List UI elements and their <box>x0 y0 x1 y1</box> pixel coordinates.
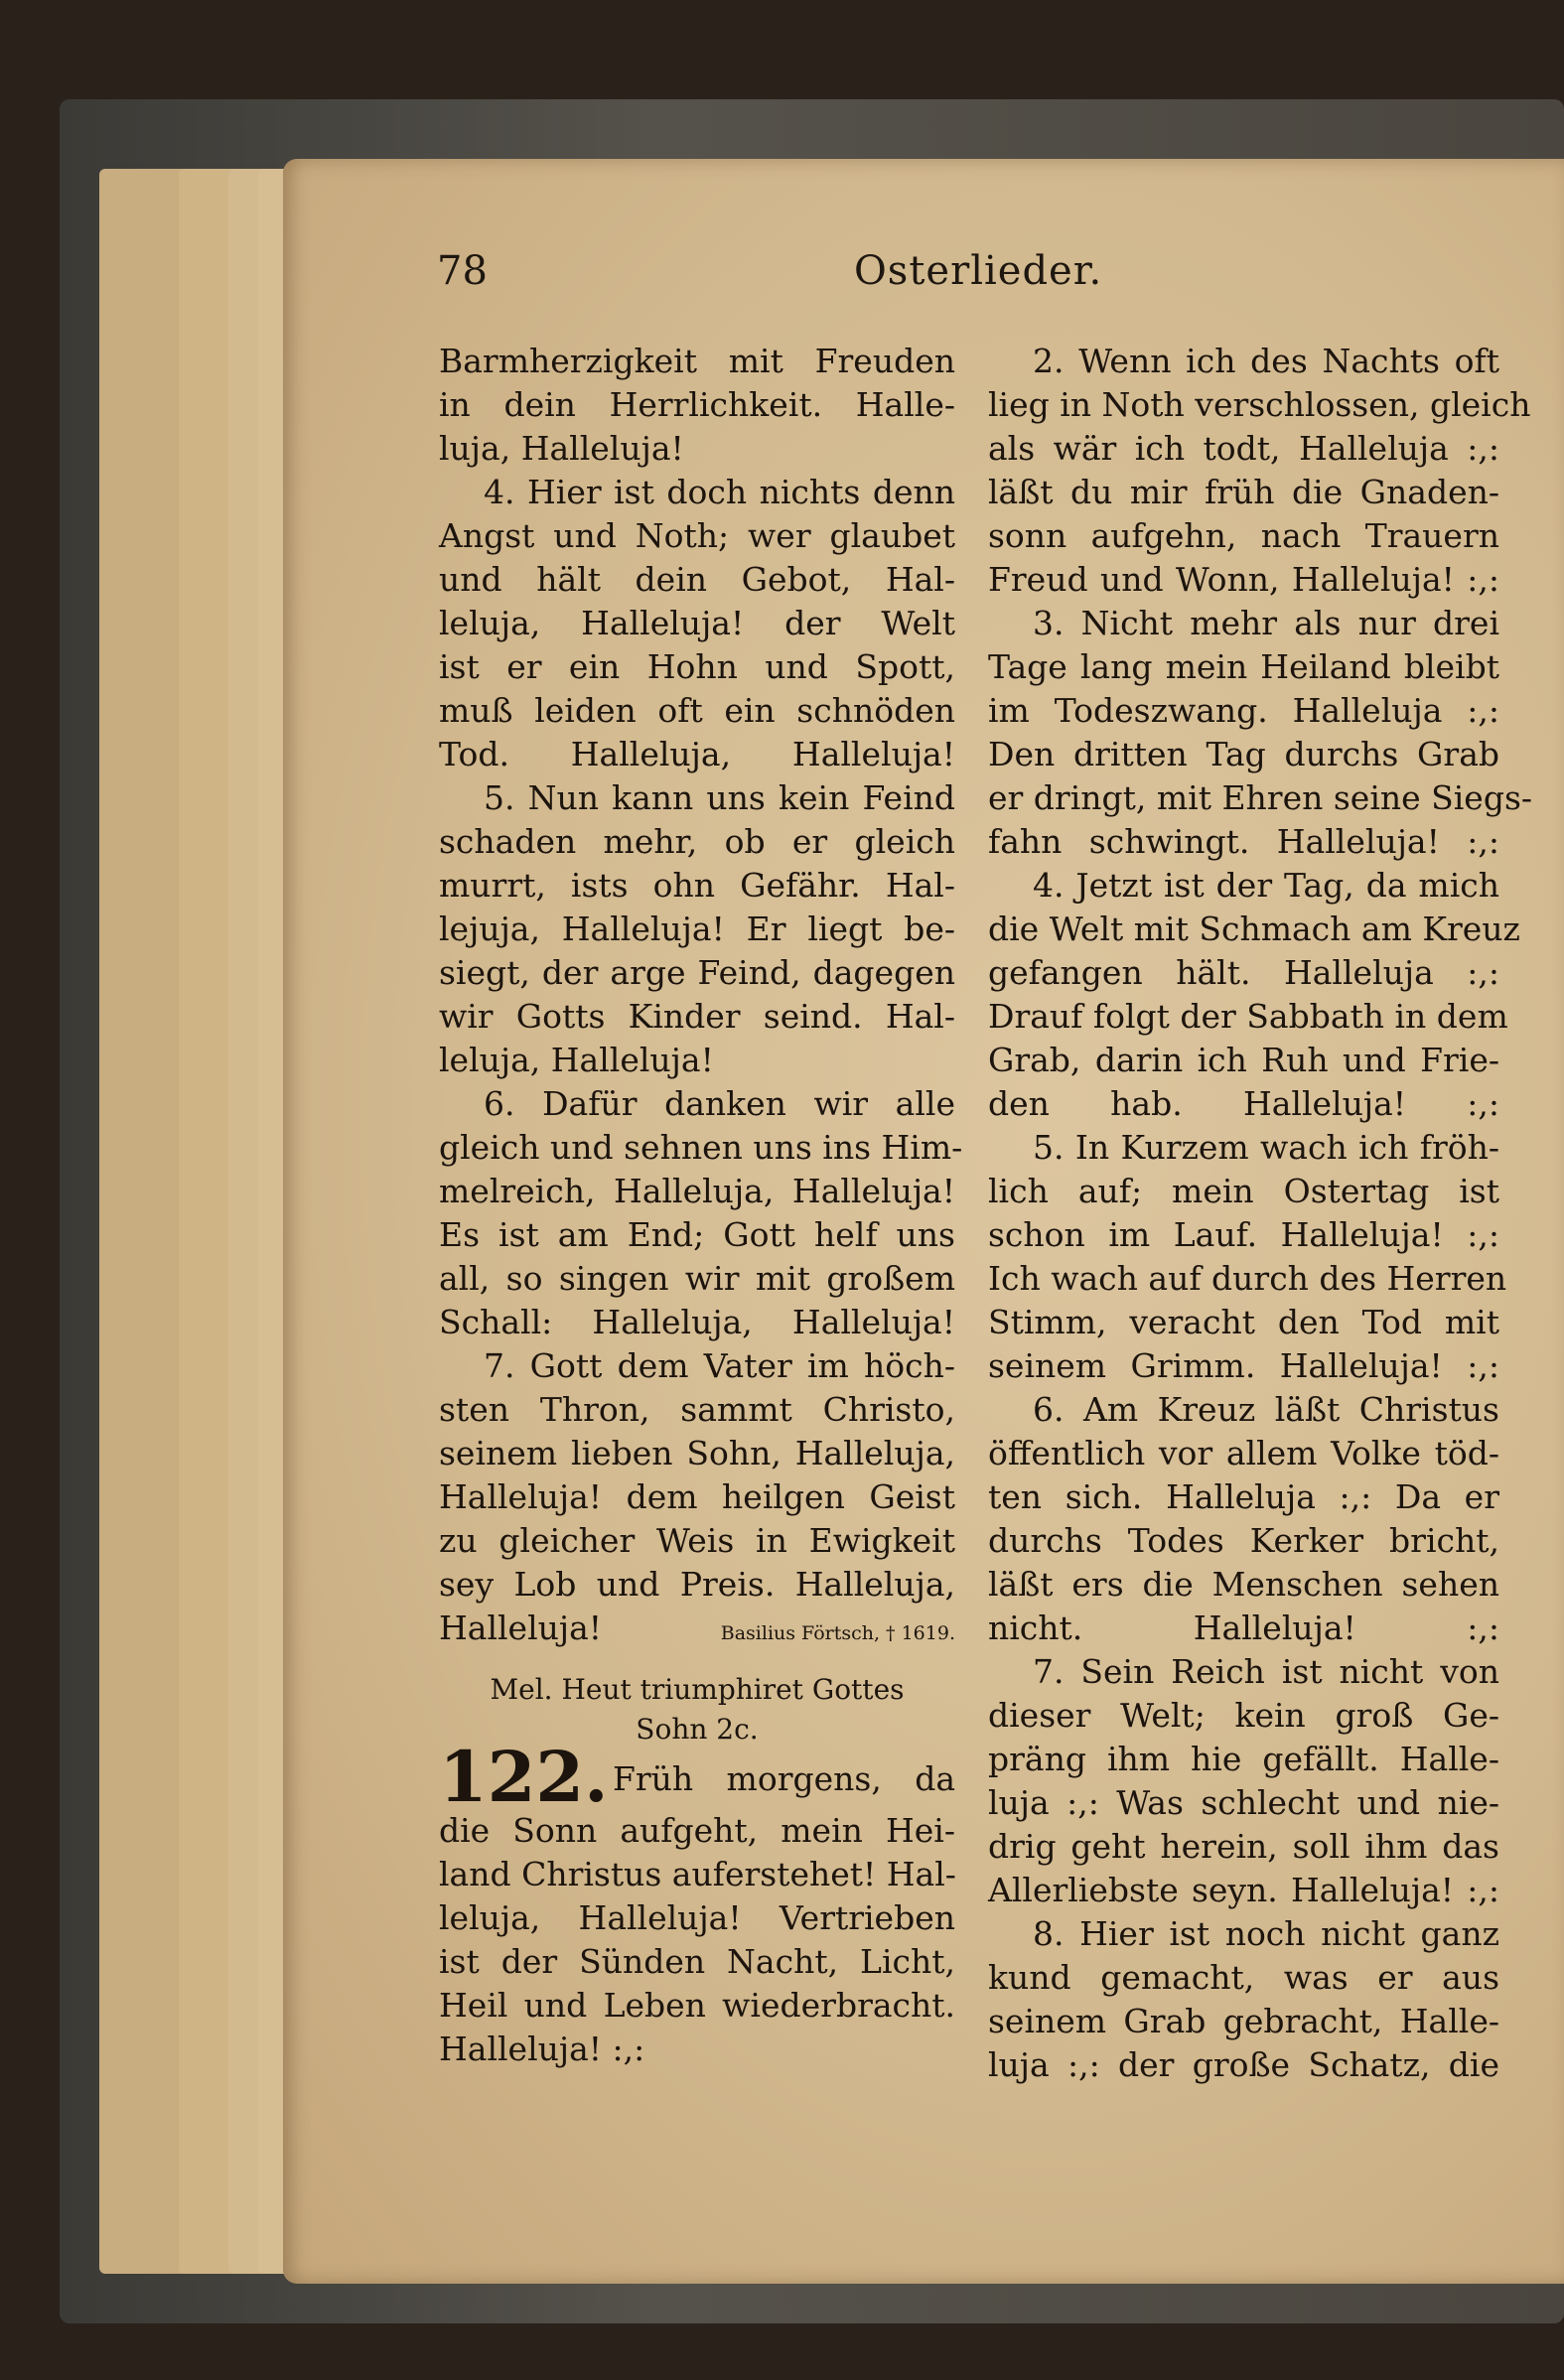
text-line: ist er ein Hohn und Spott, <box>439 647 955 686</box>
melody-note: Sohn 2c. <box>636 1713 759 1746</box>
text-line: durchs Todes Kerker bricht, <box>988 1521 1499 1560</box>
text-line: dieser Welt; kein groß Ge- <box>988 1696 1499 1735</box>
text-line: fahn schwingt. Halleluja! :,: <box>988 822 1499 861</box>
text-line: präng ihm hie gefällt. Halle- <box>988 1740 1499 1778</box>
text-line: Ich wach auf durch des Herren <box>988 1259 1507 1298</box>
text-line: gleich und sehnen uns ins Him- <box>439 1128 963 1167</box>
hymn-heading <box>439 1736 955 1818</box>
text-line: Halleluja! dem heilgen Geist <box>439 1477 955 1516</box>
text-line: sonn aufgehn, nach Trauern <box>988 516 1499 555</box>
text-line: wir Gotts Kinder seind. Hal- <box>439 997 955 1036</box>
text-line: Heil und Leben wiederbracht. <box>439 1986 955 2025</box>
text-line: sey Lob und Preis. Halleluja, <box>439 1565 955 1604</box>
text-line: Drauf folgt der Sabbath in dem <box>988 997 1508 1036</box>
verse-start: 5. In Kurzem wach ich fröh- <box>1033 1128 1499 1167</box>
text-line: schaden mehr, ob er gleich <box>439 822 955 861</box>
text-line: Angst und Noth; wer glaubet <box>439 516 955 555</box>
text-line: und hält dein Gebot, Hal- <box>439 560 955 599</box>
verse-start: 7. Gott dem Vater im höch- <box>484 1346 955 1385</box>
text-line: läßt ers die Menschen sehen <box>988 1565 1499 1604</box>
text-line: ten sich. Halleluja :,: Da er <box>988 1477 1499 1516</box>
text-line: siegt, der arge Feind, dagegen <box>439 953 955 992</box>
hymn-first-line: Früh morgens, da <box>613 1759 955 1798</box>
text-line: er dringt, mit Ehren seine Siegs- <box>988 778 1533 817</box>
text-line: melreich, Halleluja, Halleluja! <box>439 1172 955 1210</box>
running-head: Osterlieder. <box>854 248 1103 294</box>
verse-start: 3. Nicht mehr als nur drei <box>1033 604 1499 642</box>
text-line: leluja, Halleluja! Vertrieben <box>439 1898 955 1937</box>
hymn-number: 122. <box>439 1736 609 1818</box>
text-line: den hab. Halleluja! :,: <box>988 1084 1499 1123</box>
text-line: leluja, Halleluja! der Welt <box>439 604 955 642</box>
text-line: im Todeszwang. Halleluja :,: <box>988 691 1499 730</box>
text-line: lich auf; mein Ostertag ist <box>988 1172 1499 1210</box>
verse-start: 8. Hier ist noch nicht ganz <box>1033 1914 1499 1953</box>
text-line: nicht. Halleluja! :,: <box>988 1609 1499 1647</box>
text-line: luja, Halleluja! <box>439 429 684 468</box>
text-line: luja :,: Was schlecht und nie- <box>988 1783 1499 1822</box>
text-line: Tod. Halleluja, Halleluja! <box>439 735 955 773</box>
text-line: Freud und Wonn, Halleluja! :,: <box>988 560 1499 599</box>
text-line: land Christus auferstehet! Hal- <box>439 1855 956 1893</box>
text-line: die Sonn aufgeht, mein Hei- <box>439 1811 955 1850</box>
verse-start: 5. Nun kann uns kein Feind <box>484 778 955 817</box>
text-line: Stimm, veracht den Tod mit <box>988 1303 1499 1341</box>
verse-start: 6. Am Kreuz läßt Christus <box>1033 1390 1499 1429</box>
text-line: lieg in Noth verschlossen, gleich <box>988 385 1531 424</box>
text-line: Halleluja! <box>439 1609 603 1647</box>
text-line: Halleluja! :,: <box>439 2030 645 2068</box>
verse-start: 2. Wenn ich des Nachts oft <box>1033 342 1499 380</box>
text-line: luja :,: der große Schatz, die <box>988 2045 1499 2084</box>
text-line: Grab, darin ich Ruh und Frie- <box>988 1041 1499 1079</box>
text-line: all, so singen wir mit großem <box>439 1259 955 1298</box>
text-line: zu gleicher Weis in Ewigkeit <box>439 1521 955 1560</box>
text-line: Schall: Halleluja, Halleluja! <box>439 1303 955 1341</box>
text-line: leluja, Halleluja! <box>439 1041 714 1079</box>
text-line: gefangen hält. Halleluja :,: <box>988 953 1499 992</box>
text-line: drig geht herein, soll ihm das <box>988 1827 1499 1866</box>
text-line: öffentlich vor allem Volke töd- <box>988 1434 1499 1472</box>
text-line: kund gemacht, was er aus <box>988 1958 1499 1997</box>
verse-start: 4. Hier ist doch nichts denn <box>484 473 955 511</box>
verse-start: 7. Sein Reich ist nicht von <box>1033 1652 1499 1691</box>
verse-start: 4. Jetzt ist der Tag, da mich <box>1033 866 1499 905</box>
text-line: Tage lang mein Heiland bleibt <box>988 647 1499 686</box>
text-line: lejuja, Halleluja! Er liegt be- <box>439 910 955 948</box>
text-line: läßt du mir früh die Gnaden- <box>988 473 1499 511</box>
text-line: ist der Sünden Nacht, Licht, <box>439 1942 955 1981</box>
text-line: die Welt mit Schmach am Kreuz <box>988 910 1520 948</box>
text-line: Allerliebste seyn. Halleluja! :,: <box>988 1871 1499 1909</box>
left-column <box>439 340 963 2071</box>
page-number: 78 <box>437 248 488 294</box>
closing-line <box>439 1607 955 1650</box>
right-column <box>988 340 1533 2087</box>
text-line: als wär ich todt, Halleluja :,: <box>988 429 1499 468</box>
text-line: murrt, ists ohn Gefähr. Hal- <box>439 866 955 905</box>
verse-start: 6. Dafür danken wir alle <box>484 1084 955 1123</box>
text-line: seinem Grimm. Halleluja! :,: <box>988 1346 1499 1385</box>
text-line: Barmherzigkeit mit Freuden <box>439 342 955 380</box>
text-line: seinem Grab gebracht, Halle- <box>988 2002 1499 2040</box>
text-line: seinem lieben Sohn, Halleluja, <box>439 1434 955 1472</box>
author-attribution: Basilius Förtsch, † 1619. <box>720 1622 955 1644</box>
text-line: muß leiden oft ein schnöden <box>439 691 955 730</box>
text-line: in dein Herrlichkeit. Halle- <box>439 385 955 424</box>
text-line: Den dritten Tag durchs Grab <box>988 735 1499 773</box>
text-line: schon im Lauf. Halleluja! :,: <box>988 1215 1499 1254</box>
text-line: sten Thron, sammt Christo, <box>439 1390 955 1429</box>
melody-note: Mel. Heut triumphiret Gottes <box>490 1673 905 1706</box>
page-header <box>437 248 1529 308</box>
text-line: Es ist am End; Gott helf uns <box>439 1215 955 1254</box>
